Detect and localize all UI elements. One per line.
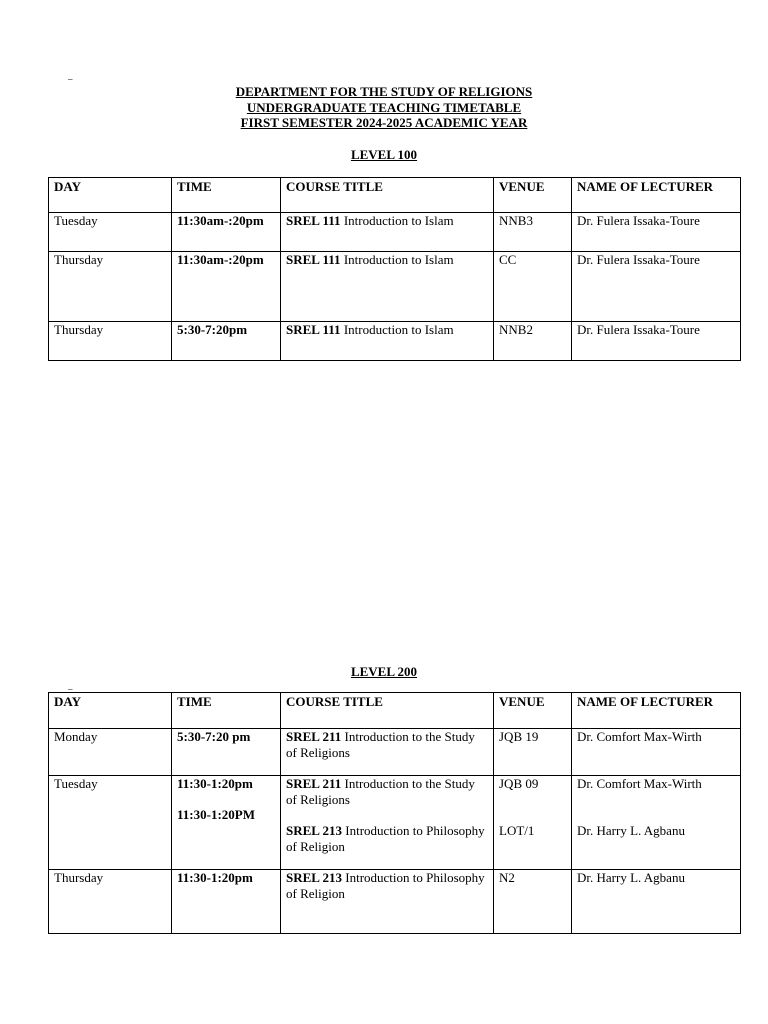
lecturer-cell: Dr. Fulera Issaka-Toure — [572, 252, 741, 322]
time-value-extra: 11:30-1:20PM — [177, 807, 255, 822]
course-code: SREL 111 — [286, 213, 341, 228]
lecturer-cell: Dr. Fulera Issaka-Toure — [572, 322, 741, 361]
title-line-1: DEPARTMENT FOR THE STUDY OF RELIGIONS — [235, 84, 533, 99]
time-value: 11:30-1:20pm — [177, 776, 253, 791]
day-cell: Monday — [49, 729, 172, 776]
col-lecturer: NAME OF LECTURER — [572, 178, 741, 213]
time-cell: 11:30am-:20pm — [172, 213, 281, 252]
table-row — [49, 322, 741, 361]
title-line-3: FIRST SEMESTER 2024-2025 ACADEMIC YEAR — [240, 115, 528, 130]
time-cell — [172, 776, 281, 870]
lecturer-cell — [572, 776, 741, 870]
venue-cell: NNB3 — [494, 213, 572, 252]
table-row — [49, 776, 741, 870]
course-cell — [281, 729, 494, 776]
day-cell: Tuesday — [49, 776, 172, 870]
course-title: Introduction to the Study of Religions — [286, 729, 475, 760]
course-cell — [281, 322, 494, 361]
course-title: Introduction to Philosophy of Religion — [286, 870, 485, 901]
table-header-row — [49, 178, 741, 213]
time-cell: 11:30am-:20pm — [172, 252, 281, 322]
lecturer-value-extra: Dr. Harry L. Agbanu — [577, 823, 685, 838]
course-title: Introduction to Islam — [343, 252, 454, 267]
course-title: Introduction to Islam — [343, 213, 454, 228]
time-cell: 5:30-7:20 pm — [172, 729, 281, 776]
venue-cell: N2 — [494, 870, 572, 934]
level-100-table — [48, 177, 741, 361]
day-cell: Thursday — [49, 870, 172, 934]
venue-cell: NNB2 — [494, 322, 572, 361]
course-code: SREL 211 — [286, 729, 342, 744]
course-title: Introduction to the Study of Religions — [286, 776, 475, 807]
lecturer-cell: Dr. Comfort Max-Wirth — [572, 729, 741, 776]
lecturer-value: Dr. Comfort Max-Wirth — [577, 776, 702, 791]
level-200-heading: LEVEL 200 — [350, 664, 418, 679]
time-cell: 11:30-1:20pm — [172, 870, 281, 934]
day-cell: Thursday — [49, 322, 172, 361]
table-row — [49, 252, 741, 322]
course-code: SREL 111 — [286, 322, 341, 337]
course-code: SREL 111 — [286, 252, 341, 267]
course-code: SREL 211 — [286, 776, 342, 791]
table-row — [49, 729, 741, 776]
document-title — [0, 84, 768, 131]
course-title: Introduction to Islam — [343, 322, 454, 337]
course-cell — [281, 252, 494, 322]
title-line-2: UNDERGRADUATE TEACHING TIMETABLE — [246, 99, 522, 115]
course-cell — [281, 213, 494, 252]
col-time: TIME — [172, 178, 281, 213]
stray-mark: _ — [68, 681, 73, 691]
col-course: COURSE TITLE — [281, 178, 494, 213]
col-day: DAY — [49, 178, 172, 213]
stray-mark: _ — [68, 71, 73, 81]
venue-cell: CC — [494, 252, 572, 322]
table-row — [49, 870, 741, 934]
col-day: DAY — [49, 693, 172, 729]
col-venue: VENUE — [494, 693, 572, 729]
col-time: TIME — [172, 693, 281, 729]
day-cell: Tuesday — [49, 213, 172, 252]
level-200-table — [48, 692, 741, 934]
lecturer-cell: Dr. Harry L. Agbanu — [572, 870, 741, 934]
venue-value-extra: LOT/1 — [499, 823, 535, 838]
course-title: Introduction to Philosophy of Religion — [286, 823, 485, 854]
table-header-row — [49, 693, 741, 729]
course-cell — [281, 776, 494, 870]
time-cell: 5:30-7:20pm — [172, 322, 281, 361]
col-venue: VENUE — [494, 178, 572, 213]
venue-value: JQB 09 — [499, 776, 539, 791]
col-lecturer: NAME OF LECTURER — [572, 693, 741, 729]
col-course: COURSE TITLE — [281, 693, 494, 729]
lecturer-cell: Dr. Fulera Issaka-Toure — [572, 213, 741, 252]
course-cell — [281, 870, 494, 934]
day-cell: Thursday — [49, 252, 172, 322]
venue-cell: JQB 19 — [494, 729, 572, 776]
course-entry — [286, 776, 488, 808]
venue-cell — [494, 776, 572, 870]
course-code: SREL 213 — [286, 823, 342, 838]
course-entry-extra — [286, 823, 488, 855]
table-row — [49, 213, 741, 252]
course-code: SREL 213 — [286, 870, 342, 885]
level-100-heading: LEVEL 100 — [350, 147, 418, 162]
